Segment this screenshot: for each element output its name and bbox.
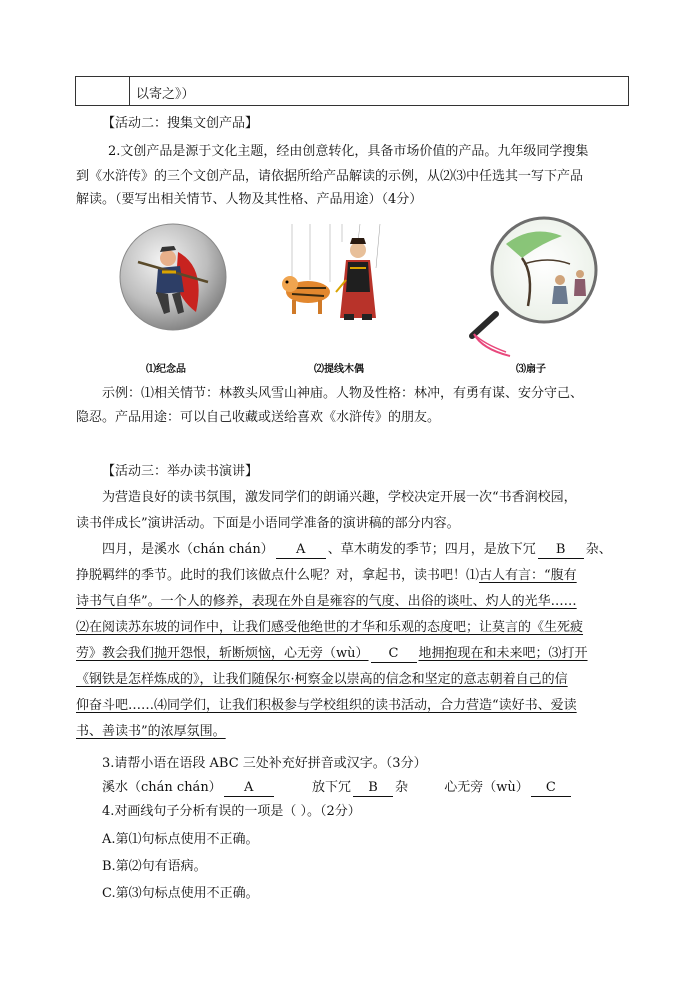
example-line1: 示例：⑴相关情节：林教头风雪山神庙。人物及性格：林冲，有勇有谋、安分守己、 xyxy=(102,386,584,401)
blank-a: A xyxy=(276,542,326,559)
table-cell-empty xyxy=(76,77,130,105)
q3-blank-a[interactable]: A xyxy=(224,780,274,797)
marionette-image xyxy=(280,222,390,332)
blank-c: C xyxy=(371,646,417,663)
caption-marionette: ⑵提线木偶 xyxy=(314,364,364,375)
speech-line3: 诗书气自华”。一个人的修养，表现在外自是雍容的气度、出俗的谈吐、灼人的光华…… xyxy=(76,594,577,609)
tiger-puppet xyxy=(282,276,330,314)
underlined-sentence-2: ⑵在阅读苏东坡的词作中，让我们感受他绝世的才华和乐观的态度吧；让莫言的《生死疲 xyxy=(76,620,584,635)
q3-answer-row: 溪水（chán chán） A 放下冗 B 杂 心无旁（wù） C xyxy=(102,778,573,798)
speech-line7 xyxy=(76,696,577,716)
speech-line5: 劳》教会我们抛开怨恨，斩断烦恼，心无旁（wù） C 地拥抱现在和未来吧；⑶打开 xyxy=(76,646,588,661)
activity3-intro-line1: 为营造良好的读书氛围，激发同学们的朗诵兴趣，学校决定开展一次“书香润校园， xyxy=(102,490,577,505)
example-line2: 隐忍。产品用途：可以自己收藏或送给喜欢《水浒传》的朋友。 xyxy=(76,410,441,425)
table-fragment xyxy=(75,76,629,106)
speech-line1: 四月，是溪水（chán chán） A 、草木萌发的季节；四月，是放下冗 B 杂、 xyxy=(102,542,612,557)
caption-fan: ⑶扇子 xyxy=(516,364,546,375)
q3-blank-b[interactable]: B xyxy=(353,780,393,797)
blank-b: B xyxy=(538,542,584,559)
activity3-intro-line2: 读书伴成长”演讲活动。下面是小语同学准备的演讲稿的部分内容。 xyxy=(76,516,460,531)
q4-option-a[interactable]: A.第⑴句标点使用不正确。 xyxy=(102,832,259,847)
q4-question: 4.对画线句子分析有误的一项是（ ）。（2分） xyxy=(102,804,361,819)
activity2-question-line2: 到《水浒传》的三个文创产品，请依据所给产品解读的示例，从⑵⑶中任选其一写下产品 xyxy=(76,169,584,184)
activity3-heading: 【活动三：举办读书演讲】 xyxy=(102,464,259,479)
speech-line2: 挣脱羁绊的季节。此时的我们该做点什么呢？对，拿起书，读书吧！⑴古人有言：“腹有 xyxy=(76,568,577,583)
warrior-puppet xyxy=(336,238,376,320)
speech-line8: 书、善读书”的浓厚氛围。 xyxy=(76,724,226,739)
activity2-question-line1: 2.文创产品是源于文化主题，经由创意转化，具备市场价值的产品。九年级同学搜集 xyxy=(108,144,589,159)
q4-option-b[interactable]: B.第⑵句有语病。 xyxy=(102,859,207,874)
underlined-sentence-3: 《钢铁是怎样炼成的》，让我们随保尔·柯察金以崇高的信念和坚定的意志朝着自己的信 xyxy=(76,672,568,687)
round-fan xyxy=(462,214,600,362)
underlined-sentence-4: 仰奋斗吧……⑷同学们，让我们积极参与学校组织的读书活动，合力营造“读好书、爱读 xyxy=(76,698,577,713)
q3-question: 3.请帮小语在语段 ABC 三处补充好拼音或汉字。（3分） xyxy=(102,756,427,771)
caption-souvenir: ⑴纪念品 xyxy=(146,364,186,375)
underlined-sentence-1: 古人有言：“腹有 xyxy=(479,568,577,583)
activity2-heading: 【活动二：搜集文创产品】 xyxy=(102,116,259,131)
q4-option-c[interactable]: C.第⑶句标点使用不正确。 xyxy=(102,886,259,901)
speech-line4 xyxy=(76,618,583,638)
activity2-question-line3: 解读。（要写出相关情节、人物及其性格、产品用途）（4分） xyxy=(76,192,423,207)
q3-blank-c[interactable]: C xyxy=(531,780,571,797)
speech-line6 xyxy=(76,670,568,690)
table-cell-text: 以寄之》） xyxy=(136,87,195,102)
wu-song-medallion xyxy=(118,222,228,332)
